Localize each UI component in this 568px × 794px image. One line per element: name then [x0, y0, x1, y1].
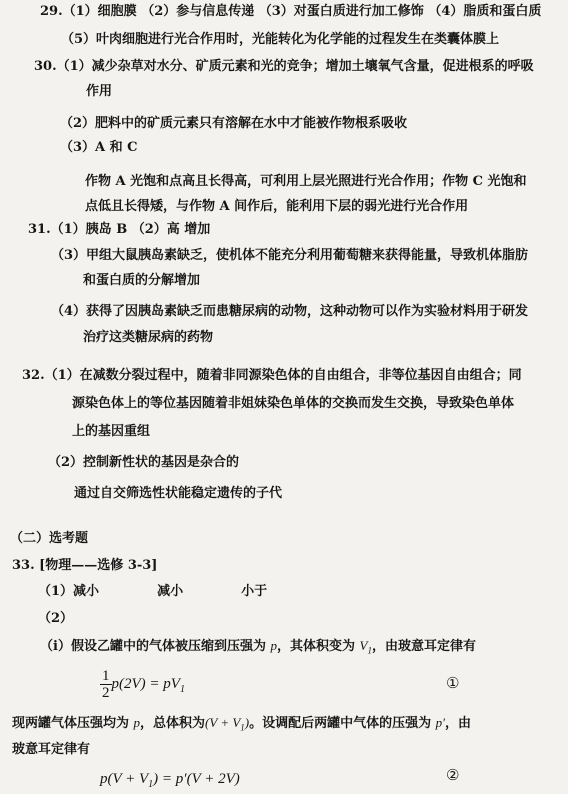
equation-1-body: p(2V) = pV — [111, 676, 180, 692]
q30-part1-line-2: 作用 — [86, 84, 113, 99]
q30-part1-line-1: 30.（1）减少杂草对水分、矿质元素和光的竞争；增加土壤氧气含量，促进根系的呼吸 — [34, 59, 534, 74]
equation-1: $\frac{1}{2}$ $p(2V) = pV_1$ — [102, 667, 185, 701]
q33-part1-answer-1: 减小 — [73, 584, 100, 599]
q33-part1-answer-3: 小于 — [241, 584, 268, 599]
equation-2-marker: ② — [446, 766, 460, 784]
q33-part2-i-text — [40, 638, 476, 659]
q31-part3-line-1: （3）甲组大鼠胰岛素缺乏，使机体不能充分利用葡萄糖来获得能量，导致机体脂肪 — [51, 248, 529, 263]
q30-part3-explanation-1: 作物 A 光饱和点高且长得高，可利用上层光照进行光合作用；作物 C 光饱和 — [85, 174, 527, 189]
q33-i-text-c: ，由玻意耳定律有 — [371, 639, 476, 654]
q33-i-pressure: p — [270, 638, 277, 653]
section-title: （二）选考题 — [10, 531, 89, 546]
q32-part1-line-2: 源染色体上的等位基因随着非姐妹染色单体的交换而发生交换，导致染色单体 — [72, 396, 515, 411]
q30-part3-explanation-2: 点低且长得矮，与作物 A 间作后，能利用下层的弱光进行光合作用 — [85, 199, 469, 214]
equation-2-body-b: ) = p′(V + 2V) — [153, 771, 240, 787]
q33-part1-answer-2: 减小 — [157, 584, 184, 599]
equation-2: $p(V + V_1) = p'(V + 2V)$ — [100, 771, 240, 790]
q32-part2-explanation: 通过自交筛选性状能稳定遗传的子代 — [74, 486, 283, 501]
q33-part1-label: （1） — [38, 584, 74, 599]
q29-line-1: 29.（1）细胞膜 （2）参与信息传递 （3）对蛋白质进行加工修饰 （4）脂质和蛋白质 — [40, 4, 542, 19]
q29-line-2: （5）叶肉细胞进行光合作用时，光能转化为化学能的过程发生在类囊体膜上 — [61, 32, 500, 47]
q30-part3: （3）A 和 C — [60, 140, 138, 155]
q33-header: 33. [物理——选修 3-3] — [12, 558, 158, 573]
q32-part1-line-3: 上的基因重组 — [72, 424, 151, 439]
q33-i-text-a: （i）假设乙罐中的气体被压缩到压强为 — [40, 639, 271, 654]
q33-text2-d: ，由 — [445, 716, 472, 731]
q33-part2-text-3: 玻意耳定律有 — [12, 742, 91, 757]
q33-part2-text-2 — [12, 715, 471, 736]
equation-2-body-a: p(V + V — [100, 771, 149, 787]
q32-part2: （2）控制新性状的基因是杂合的 — [48, 455, 240, 470]
q31-part4-line-1: （4）获得了因胰岛素缺乏而患糖尿病的动物，这种动物可以作为实验材料用于研发 — [51, 304, 529, 319]
q33-i-volume: $V_1$ — [359, 638, 372, 656]
q33-text2-c: 。设调配后两罐中气体的压强为 — [249, 716, 436, 731]
q32-part1-line-1: 32.（1）在减数分裂过程中，随着非同源染色体的自由组合，非等位基因自由组合；同 — [22, 368, 522, 383]
equation-1-fraction: $\frac{1}{2}$ — [102, 667, 110, 701]
q31-part4-line-2: 治疗这类糖尿病的药物 — [83, 330, 214, 345]
q33-text2-pressure: p — [133, 715, 141, 730]
q30-part2: （2）肥料中的矿质元素只有溶解在水中才能被作物根系吸收 — [60, 116, 408, 131]
q33-text2-total-volume: $(V + V_1)$ — [205, 715, 250, 733]
q33-text2-b: ，总体积为 — [140, 716, 206, 731]
equation-1-marker: ① — [446, 674, 460, 692]
q31-part3-line-2: 和蛋白质的分解增加 — [83, 273, 201, 288]
q33-text2-a: 现两罐气体压强均为 — [12, 716, 134, 731]
q33-part1 — [38, 584, 267, 600]
q33-part2-label: （2） — [38, 611, 74, 626]
q31-part1: 31.（1）胰岛 B （2）高 增加 — [28, 222, 211, 237]
q33-text2-new-pressure: p′ — [435, 715, 446, 730]
q33-i-text-b: ，其体积变为 — [276, 639, 360, 654]
